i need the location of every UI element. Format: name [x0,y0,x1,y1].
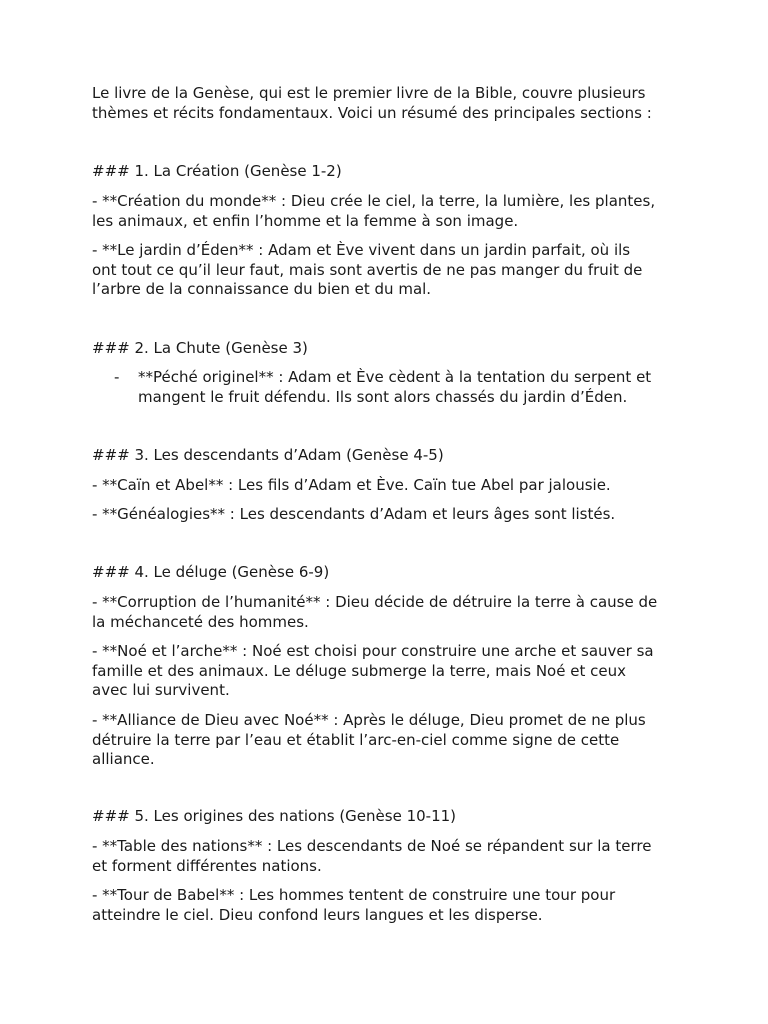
section-5-item-1: - **Table des nations** : Les descendants de Noé se répandent sur la terre et forment différentes nations. [92,837,652,875]
section-4-item-2: - **Noé et l’arche** : Noé est choisi pour construire une arche et sauver sa famille et des animaux. Le déluge submerge la terre, mais Noé et ceux avec lui survivent. [92,642,654,700]
section-5-heading: ### 5. Les origines des nations (Genèse 10-11) [92,807,457,825]
section-4-item-3: - **Alliance de Dieu avec Noé** : Après le déluge, Dieu promet de ne plus détruire la terre par l’eau et établit l’arc-en-ciel comme signe de cette alliance. [92,711,646,769]
section-3-heading: ### 3. Les descendants d’Adam (Genèse 4-5) [92,446,444,464]
section-2-item-1: **Péché originel** : Adam et Ève cèdent à la tentation du serpent et mangent le fruit défendu. Ils sont alors chassés du jardin d’Éden. [138,368,652,406]
section-2-heading: ### 2. La Chute (Genèse 3) [92,339,308,357]
intro-paragraph: Le livre de la Genèse, qui est le premier livre de la Bible, couvre plusieurs thèmes et récits fondamentaux. Voici un résumé des principales sections : [92,84,652,122]
section-5-item-2: - **Tour de Babel** : Les hommes tentent de construire une tour pour atteindre le ciel. Dieu confond leurs langues et les disperse. [92,886,616,924]
section-1-heading: ### 1. La Création (Genèse 1-2) [92,162,342,180]
section-3-item-2: - **Généalogies** : Les descendants d’Adam et leurs âges sont listés. [92,505,616,523]
section-4-heading: ### 4. Le déluge (Genèse 6-9) [92,563,330,581]
section-1-item-1: - **Création du monde** : Dieu crée le ciel, la terre, la lumière, les plantes, les animaux, et enfin l’homme et la femme à son image. [92,192,656,230]
section-2-list-dash: - [114,368,120,386]
section-1-item-2: - **Le jardin d’Éden** : Adam et Ève vivent dans un jardin parfait, où ils ont tout ce qu’il leur faut, mais sont avertis de ne pas manger du fruit de l’arbre de la connaissance du bien et du mal. [92,241,643,299]
section-3-item-1: - **Caïn et Abel** : Les fils d’Adam et Ève. Caïn tue Abel par jalousie. [92,476,611,494]
section-4-item-1: - **Corruption de l’humanité** : Dieu décide de détruire la terre à cause de la méchanceté des hommes. [92,593,658,631]
